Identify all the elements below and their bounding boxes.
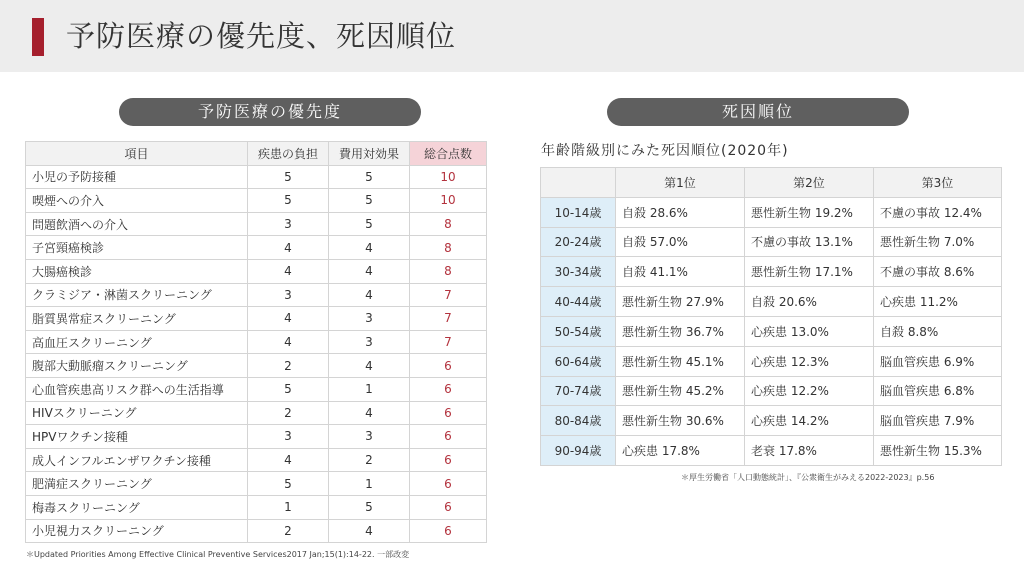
priority-total-score: 7 xyxy=(410,330,487,354)
table-row xyxy=(26,425,487,449)
column-header-rank-3: 第3位 xyxy=(874,168,1002,198)
rank-2-cause: 心疾患 13.0% xyxy=(745,316,874,346)
rank-2-cause: 心疾患 12.3% xyxy=(745,346,874,376)
priority-burden-value: 4 xyxy=(248,236,329,260)
table-row xyxy=(26,354,487,378)
priority-cost-value: 4 xyxy=(329,283,410,307)
column-header-burden: 疾患の負担 xyxy=(248,142,329,166)
priority-cost-value: 4 xyxy=(329,354,410,378)
priority-item-name: HPVワクチン接種 xyxy=(26,425,248,449)
table-row xyxy=(26,283,487,307)
priority-item-name: 高血圧スクリーニング xyxy=(26,330,248,354)
table-row xyxy=(26,495,487,519)
table-row xyxy=(26,212,487,236)
rank-3-cause: 自殺 8.8% xyxy=(874,316,1002,346)
priority-total-score: 8 xyxy=(410,259,487,283)
priority-total-score: 6 xyxy=(410,448,487,472)
table-row xyxy=(26,165,487,189)
priority-burden-value: 4 xyxy=(248,259,329,283)
priority-total-score: 8 xyxy=(410,212,487,236)
death-rank-table xyxy=(540,167,1002,466)
table-row xyxy=(26,472,487,496)
priority-burden-value: 5 xyxy=(248,472,329,496)
rank-1-cause: 心疾患 17.8% xyxy=(616,436,745,466)
priority-burden-value: 3 xyxy=(248,425,329,449)
rank-3-cause: 不慮の事故 12.4% xyxy=(874,197,1002,227)
table-row xyxy=(541,227,1002,257)
age-group-label: 20-24歳 xyxy=(541,227,616,257)
table-row xyxy=(26,448,487,472)
table-row xyxy=(26,377,487,401)
death-rank-footnote: ＊厚生労働省「人口動態統計」、『公衆衛生がみえる2022-2023』p.56 xyxy=(681,473,935,482)
table-row xyxy=(541,376,1002,406)
priority-total-score: 6 xyxy=(410,354,487,378)
rank-3-cause: 心疾患 11.2% xyxy=(874,287,1002,317)
column-header-age xyxy=(541,168,616,198)
priority-burden-value: 4 xyxy=(248,307,329,331)
table-row xyxy=(541,197,1002,227)
column-header-item: 項目 xyxy=(26,142,248,166)
rank-1-cause: 悪性新生物 45.1% xyxy=(616,346,745,376)
age-group-label: 60-64歳 xyxy=(541,346,616,376)
age-group-label: 40-44歳 xyxy=(541,287,616,317)
rank-2-cause: 不慮の事故 13.1% xyxy=(745,227,874,257)
death-table-header-row xyxy=(541,168,1002,198)
priority-item-name: 脂質異常症スクリーニング xyxy=(26,307,248,331)
priority-total-score: 6 xyxy=(410,425,487,449)
priority-burden-value: 2 xyxy=(248,519,329,543)
priority-item-name: 大腸癌検診 xyxy=(26,259,248,283)
age-group-label: 50-54歳 xyxy=(541,316,616,346)
priority-burden-value: 5 xyxy=(248,189,329,213)
priority-total-score: 7 xyxy=(410,283,487,307)
rank-2-cause: 心疾患 12.2% xyxy=(745,376,874,406)
priority-total-score: 6 xyxy=(410,472,487,496)
priority-burden-value: 3 xyxy=(248,212,329,236)
rank-1-cause: 悪性新生物 36.7% xyxy=(616,316,745,346)
priority-cost-value: 4 xyxy=(329,259,410,283)
rank-2-cause: 自殺 20.6% xyxy=(745,287,874,317)
death-rank-section-heading: 死因順位 xyxy=(607,98,909,126)
priority-burden-value: 3 xyxy=(248,283,329,307)
priority-burden-value: 2 xyxy=(248,354,329,378)
priority-table xyxy=(25,141,487,543)
priority-item-name: HIVスクリーニング xyxy=(26,401,248,425)
table-row xyxy=(26,236,487,260)
priority-cost-value: 3 xyxy=(329,307,410,331)
priority-cost-value: 5 xyxy=(329,212,410,236)
priority-table-header-row xyxy=(26,142,487,166)
priority-cost-value: 5 xyxy=(329,495,410,519)
priority-cost-value: 4 xyxy=(329,519,410,543)
priority-cost-value: 5 xyxy=(329,189,410,213)
priority-cost-value: 1 xyxy=(329,472,410,496)
priority-total-score: 10 xyxy=(410,165,487,189)
rank-2-cause: 老衰 17.8% xyxy=(745,436,874,466)
table-row xyxy=(541,406,1002,436)
priority-item-name: 成人インフルエンザワクチン接種 xyxy=(26,448,248,472)
priority-cost-value: 5 xyxy=(329,165,410,189)
age-group-label: 80-84歳 xyxy=(541,406,616,436)
rank-3-cause: 脳血管疾患 6.8% xyxy=(874,376,1002,406)
page-title: 予防医療の優先度、死因順位 xyxy=(66,19,457,53)
rank-2-cause: 悪性新生物 17.1% xyxy=(745,257,874,287)
rank-3-cause: 脳血管疾患 6.9% xyxy=(874,346,1002,376)
table-row xyxy=(541,316,1002,346)
priority-burden-value: 5 xyxy=(248,377,329,401)
priority-item-name: 肥満症スクリーニング xyxy=(26,472,248,496)
age-group-label: 70-74歳 xyxy=(541,376,616,406)
title-bar xyxy=(0,0,1024,72)
rank-1-cause: 自殺 28.6% xyxy=(616,197,745,227)
priority-cost-value: 3 xyxy=(329,330,410,354)
death-rank-subtitle: 年齢階級別にみた死因順位(2020年) xyxy=(541,143,789,159)
rank-2-cause: 心疾患 14.2% xyxy=(745,406,874,436)
priority-total-score: 6 xyxy=(410,401,487,425)
rank-1-cause: 悪性新生物 45.2% xyxy=(616,376,745,406)
rank-2-cause: 悪性新生物 19.2% xyxy=(745,197,874,227)
priority-cost-value: 4 xyxy=(329,401,410,425)
column-header-total-score: 総合点数 xyxy=(410,142,487,166)
priority-total-score: 6 xyxy=(410,519,487,543)
priority-burden-value: 4 xyxy=(248,330,329,354)
priority-total-score: 6 xyxy=(410,377,487,401)
priority-burden-value: 1 xyxy=(248,495,329,519)
priority-item-name: 心血管疾患高リスク群への生活指導 xyxy=(26,377,248,401)
table-row xyxy=(26,307,487,331)
rank-1-cause: 自殺 41.1% xyxy=(616,257,745,287)
title-accent-bar xyxy=(32,18,44,56)
priority-section-heading: 予防医療の優先度 xyxy=(119,98,421,126)
rank-1-cause: 悪性新生物 27.9% xyxy=(616,287,745,317)
priority-item-name: 問題飲酒への介入 xyxy=(26,212,248,236)
priority-cost-value: 3 xyxy=(329,425,410,449)
column-header-rank-2: 第2位 xyxy=(745,168,874,198)
priority-item-name: 腹部大動脈瘤スクリーニング xyxy=(26,354,248,378)
age-group-label: 10-14歳 xyxy=(541,197,616,227)
table-row xyxy=(26,519,487,543)
table-row xyxy=(541,346,1002,376)
priority-burden-value: 4 xyxy=(248,448,329,472)
priority-total-score: 7 xyxy=(410,307,487,331)
priority-total-score: 8 xyxy=(410,236,487,260)
priority-item-name: クラミジア・淋菌スクリーニング xyxy=(26,283,248,307)
table-row xyxy=(26,189,487,213)
column-header-rank-1: 第1位 xyxy=(616,168,745,198)
rank-3-cause: 悪性新生物 15.3% xyxy=(874,436,1002,466)
priority-burden-value: 2 xyxy=(248,401,329,425)
rank-1-cause: 自殺 57.0% xyxy=(616,227,745,257)
table-row xyxy=(541,257,1002,287)
rank-3-cause: 悪性新生物 7.0% xyxy=(874,227,1002,257)
priority-total-score: 6 xyxy=(410,495,487,519)
priority-item-name: 小児の予防接種 xyxy=(26,165,248,189)
table-row xyxy=(26,330,487,354)
rank-3-cause: 脳血管疾患 7.9% xyxy=(874,406,1002,436)
priority-item-name: 喫煙への介入 xyxy=(26,189,248,213)
priority-item-name: 小児視力スクリーニング xyxy=(26,519,248,543)
rank-3-cause: 不慮の事故 8.6% xyxy=(874,257,1002,287)
priority-total-score: 10 xyxy=(410,189,487,213)
table-row xyxy=(541,436,1002,466)
column-header-cost-effectiveness: 費用対効果 xyxy=(329,142,410,166)
age-group-label: 30-34歳 xyxy=(541,257,616,287)
priority-cost-value: 2 xyxy=(329,448,410,472)
priority-cost-value: 1 xyxy=(329,377,410,401)
table-row xyxy=(541,287,1002,317)
priority-burden-value: 5 xyxy=(248,165,329,189)
table-row xyxy=(26,401,487,425)
priority-item-name: 梅毒スクリーニング xyxy=(26,495,248,519)
priority-cost-value: 4 xyxy=(329,236,410,260)
rank-1-cause: 悪性新生物 30.6% xyxy=(616,406,745,436)
priority-footnote: ＊Updated Priorities Among Effective Clinical Preventive Services2017 Jan;15(1):14-22. 一部改変 xyxy=(26,550,410,559)
table-row xyxy=(26,259,487,283)
age-group-label: 90-94歳 xyxy=(541,436,616,466)
priority-item-name: 子宮頸癌検診 xyxy=(26,236,248,260)
